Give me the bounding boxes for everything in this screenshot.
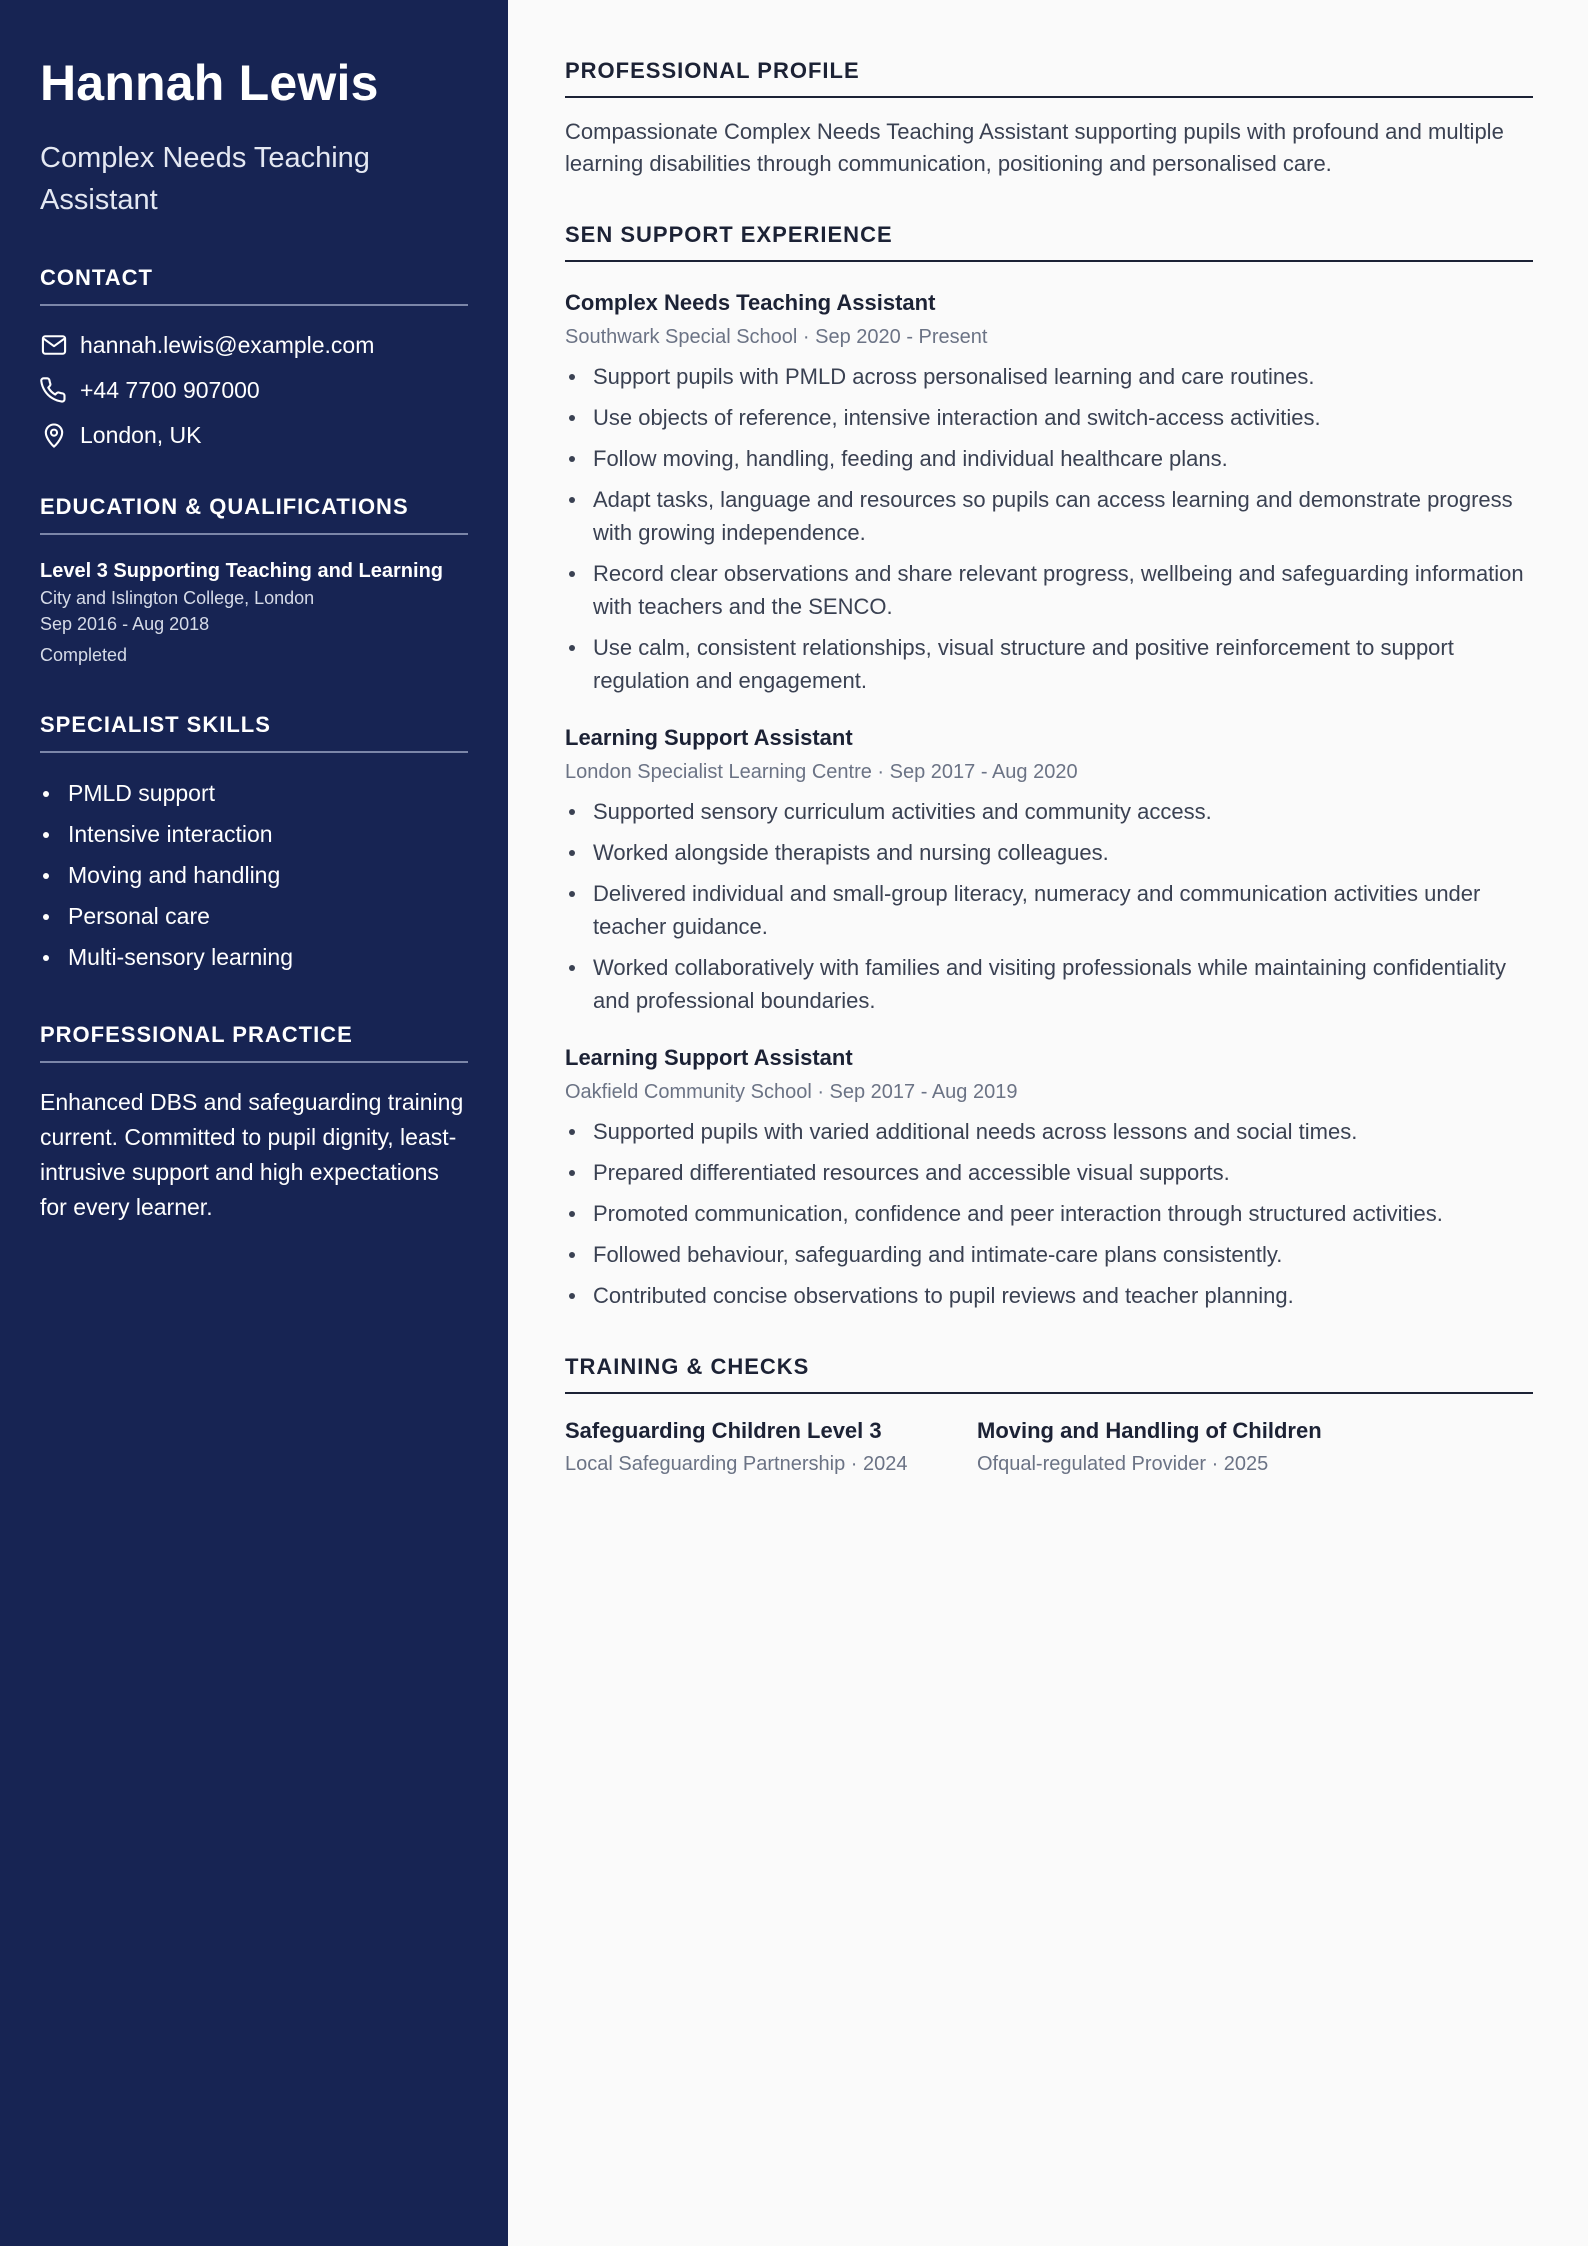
experience-heading: SEN SUPPORT EXPERIENCE <box>565 222 1533 262</box>
practice-section <box>40 1022 468 1225</box>
job-bullet: Contributed concise observations to pupil reviews and teacher planning. <box>565 1279 1533 1312</box>
sidebar <box>0 0 508 2246</box>
job-bullet: Use calm, consistent relationships, visual structure and positive reinforcement to support regulation and engagement. <box>565 631 1533 697</box>
main-content <box>565 0 1533 1479</box>
job-meta: Southwark Special School · Sep 2020 - Present <box>565 326 988 348</box>
training-item <box>977 1416 1389 1479</box>
candidate-role: Complex Needs Teaching Assistant <box>40 142 370 216</box>
location-text: London, UK <box>80 421 202 448</box>
experience-section <box>565 222 1533 1312</box>
job-bullet: Worked collaboratively with families and visiting professionals while maintaining confidentiality and professional boundaries. <box>565 951 1533 1017</box>
education-title: Level 3 Supporting Teaching and Learning <box>40 560 444 582</box>
job-entry <box>565 1043 1533 1312</box>
job-bullet: Follow moving, handling, feeding and individual healthcare plans. <box>565 442 1533 475</box>
job-title: Learning Support Assistant <box>565 1045 853 1070</box>
training-item <box>565 1416 977 1479</box>
contact-phone[interactable] <box>40 375 468 405</box>
job-bullets <box>565 795 1533 1017</box>
education-heading: EDUCATION & QUALIFICATIONS <box>40 494 468 535</box>
job-title: Complex Needs Teaching Assistant <box>565 290 936 315</box>
training-heading: TRAINING & CHECKS <box>565 1354 1533 1394</box>
training-section <box>565 1354 1533 1479</box>
job-entry <box>565 723 1533 1017</box>
training-meta: Ofqual-regulated Provider · 2025 <box>977 1453 1269 1475</box>
practice-text: Enhanced DBS and safeguarding training current. Committed to pupil dignity, least-intrusive support and high expectations for every learner. <box>40 1089 464 1220</box>
job-bullet: Followed behaviour, safeguarding and intimate-care plans consistently. <box>565 1238 1533 1271</box>
job-bullet: Delivered individual and small-group literacy, numeracy and communication activities under teacher guidance. <box>565 877 1533 943</box>
mail-icon <box>40 331 68 359</box>
contact-email[interactable] <box>40 330 468 360</box>
practice-heading: PROFESSIONAL PRACTICE <box>40 1022 468 1063</box>
training-meta: Local Safeguarding Partnership · 2024 <box>565 1453 908 1475</box>
job-bullet: Prepared differentiated resources and accessible visual supports. <box>565 1156 1533 1189</box>
education-status: Completed <box>40 645 128 665</box>
education-section <box>40 494 468 668</box>
job-meta: London Specialist Learning Centre · Sep 2017 - Aug 2020 <box>565 761 1078 783</box>
skills-list <box>40 773 468 978</box>
job-bullets <box>565 360 1533 697</box>
education-dates: Sep 2016 - Aug 2018 <box>40 614 210 634</box>
job-bullet: Use objects of reference, intensive interaction and switch-access activities. <box>565 401 1533 434</box>
location-pin-icon <box>40 421 68 449</box>
skills-section <box>40 712 468 978</box>
contact-list <box>40 330 468 450</box>
job-entry <box>565 288 1533 697</box>
training-title: Moving and Handling of Children <box>977 1418 1322 1443</box>
contact-section <box>40 265 468 450</box>
job-bullet: Supported sensory curriculum activities and community access. <box>565 795 1533 828</box>
candidate-name: Hannah Lewis <box>40 55 379 111</box>
education-institution: City and Islington College, London <box>40 588 315 608</box>
contact-location <box>40 420 468 450</box>
job-bullet: Record clear observations and share relevant progress, wellbeing and safeguarding information with teachers and the SENCO. <box>565 557 1533 623</box>
job-bullet: Worked alongside therapists and nursing colleagues. <box>565 836 1533 869</box>
skill-item: Personal care <box>40 896 468 937</box>
job-bullets <box>565 1115 1533 1312</box>
phone-icon <box>40 376 68 404</box>
job-bullet: Promoted communication, confidence and peer interaction through structured activities. <box>565 1197 1533 1230</box>
job-bullet: Adapt tasks, language and resources so pupils can access learning and demonstrate progress with growing independence. <box>565 483 1533 549</box>
job-bullet: Support pupils with PMLD across personalised learning and care routines. <box>565 360 1533 393</box>
phone-text: +44 7700 907000 <box>80 376 260 403</box>
profile-heading: PROFESSIONAL PROFILE <box>565 58 1533 98</box>
contact-heading: CONTACT <box>40 265 468 306</box>
skill-item: PMLD support <box>40 773 468 814</box>
skill-item: Moving and handling <box>40 855 468 896</box>
training-grid <box>565 1416 1533 1479</box>
training-title: Safeguarding Children Level 3 <box>565 1418 882 1443</box>
job-title: Learning Support Assistant <box>565 725 853 750</box>
education-entry <box>40 557 468 668</box>
job-bullet: Supported pupils with varied additional needs across lessons and social times. <box>565 1115 1533 1148</box>
email-text: hannah.lewis@example.com <box>80 331 375 358</box>
profile-section <box>565 58 1533 180</box>
skill-item: Multi-sensory learning <box>40 937 468 978</box>
skill-item: Intensive interaction <box>40 814 468 855</box>
skills-heading: SPECIALIST SKILLS <box>40 712 468 753</box>
job-meta: Oakfield Community School · Sep 2017 - Aug 2019 <box>565 1081 1018 1103</box>
profile-text: Compassionate Complex Needs Teaching Assistant supporting pupils with profound and multiple learning disabilities through communication, positioning and personalised care. <box>565 119 1504 176</box>
